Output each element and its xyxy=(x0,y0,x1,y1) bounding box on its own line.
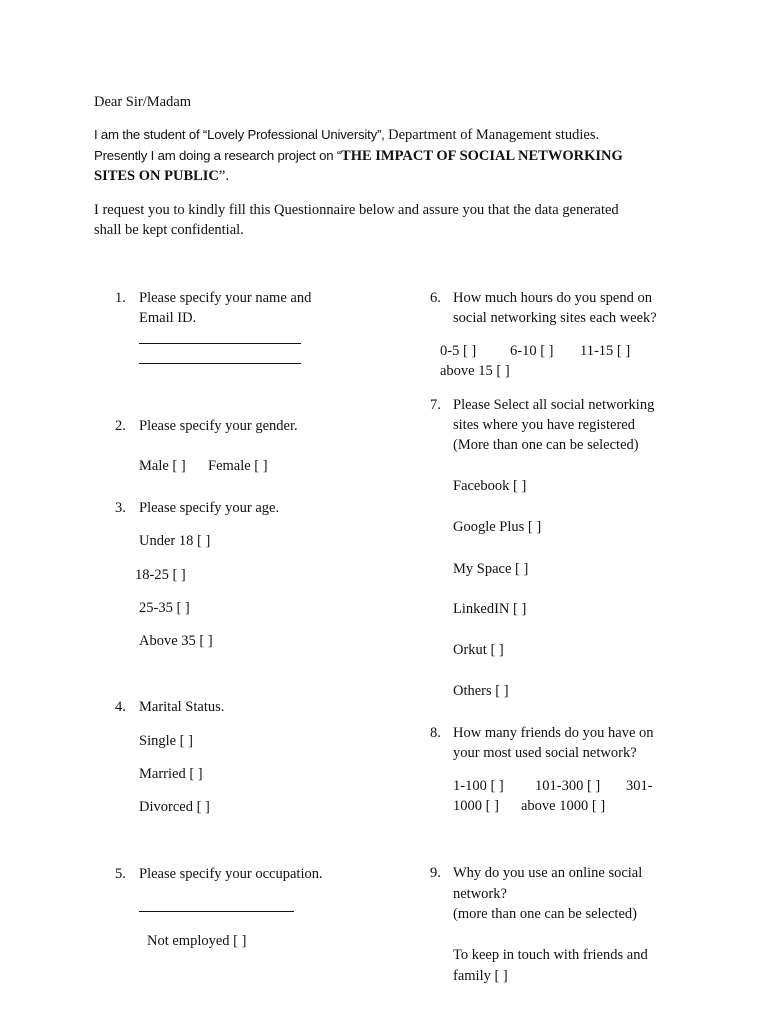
q5-option-not-employed[interactable]: Not employed [ ] xyxy=(147,933,247,949)
q1-name-blank[interactable] xyxy=(139,343,301,344)
project-title-part-2: SITES ON PUBLIC xyxy=(94,168,219,184)
q7-option-google-plus[interactable]: Google Plus [ ] xyxy=(453,519,542,535)
q8-option-above-1000[interactable]: above 1000 [ ] xyxy=(521,798,606,814)
q4-option-divorced[interactable]: Divorced [ ] xyxy=(139,799,210,815)
q6-text-line-1: How much hours do you spend on xyxy=(453,290,652,306)
intro-line-2 xyxy=(94,146,623,166)
q1-text-line-1: Please specify your name and xyxy=(139,290,312,306)
q9-text-line-3: (more than one can be selected) xyxy=(453,906,637,922)
intro-line-1b: Department of Management studies. xyxy=(388,127,600,143)
q6-option-0-5[interactable]: 0-5 [ ] xyxy=(440,343,477,359)
intro-line-3-end: ”. xyxy=(218,168,229,184)
q5-occupation-blank[interactable] xyxy=(139,911,294,912)
q7-text-line-3: (More than one can be selected) xyxy=(453,437,639,453)
q5-number: 5. xyxy=(115,866,126,882)
request-line-2: shall be kept confidential. xyxy=(94,222,244,238)
q7-option-facebook[interactable]: Facebook [ ] xyxy=(453,478,527,494)
q2-option-female[interactable]: Female [ ] xyxy=(208,458,268,474)
q4-option-married[interactable]: Married [ ] xyxy=(139,766,203,782)
q7-text-line-2: sites where you have registered xyxy=(453,417,635,433)
q2-text: Please specify your gender. xyxy=(139,418,298,434)
intro-line-3 xyxy=(94,166,229,186)
q2-number: 2. xyxy=(115,418,126,434)
q9-option-keep-in-touch-line-1[interactable]: To keep in touch with friends and xyxy=(453,947,648,963)
q7-option-others[interactable]: Others [ ] xyxy=(453,683,509,699)
q7-option-linkedin[interactable]: LinkedIN [ ] xyxy=(453,601,527,617)
q8-option-301-1000-part-2[interactable]: 1000 [ ] xyxy=(453,798,499,814)
q1-email-blank[interactable] xyxy=(139,363,301,364)
q8-option-301-1000-part-1[interactable]: 301- xyxy=(626,778,653,794)
q5-text: Please specify your occupation. xyxy=(139,866,323,882)
q3-text: Please specify your age. xyxy=(139,500,280,516)
q4-number: 4. xyxy=(115,699,126,715)
q1-text-line-2: Email ID. xyxy=(139,310,197,326)
q2-option-male[interactable]: Male [ ] xyxy=(139,458,186,474)
q6-option-above-15[interactable]: above 15 [ ] xyxy=(440,363,510,379)
q7-number: 7. xyxy=(430,397,441,413)
intro-line-1 xyxy=(94,125,599,145)
q6-number: 6. xyxy=(430,290,441,306)
intro-line-2a: Presently I am doing a research project on “ xyxy=(94,148,342,163)
q3-option-under-18[interactable]: Under 18 [ ] xyxy=(139,533,211,549)
q9-number: 9. xyxy=(430,865,441,881)
q7-option-my-space[interactable]: My Space [ ] xyxy=(453,561,529,577)
q4-option-single[interactable]: Single [ ] xyxy=(139,733,193,749)
q9-text-line-2: network? xyxy=(453,886,507,902)
salutation: Dear Sir/Madam xyxy=(94,94,192,110)
project-title-part-1: THE IMPACT OF SOCIAL NETWORKING xyxy=(341,148,623,164)
q6-option-11-15[interactable]: 11-15 [ ] xyxy=(580,343,631,359)
request-line-1: I request you to kindly fill this Questionnaire below and assure you that the data generated xyxy=(94,202,619,218)
q4-text: Marital Status. xyxy=(139,699,225,715)
q8-option-1-100[interactable]: 1-100 [ ] xyxy=(453,778,504,794)
intro-line-1a: I am the student of “Lovely Professional University”, xyxy=(94,127,389,142)
q1-number: 1. xyxy=(115,290,126,306)
q6-option-6-10[interactable]: 6-10 [ ] xyxy=(510,343,554,359)
q8-text-line-2: your most used social network? xyxy=(453,745,637,761)
q3-option-25-35[interactable]: 25-35 [ ] xyxy=(139,600,190,616)
q9-option-keep-in-touch-line-2[interactable]: family [ ] xyxy=(453,968,508,984)
q9-text-line-1: Why do you use an online social xyxy=(453,865,643,881)
q7-text-line-1: Please Select all social networking xyxy=(453,397,655,413)
q3-option-above-35[interactable]: Above 35 [ ] xyxy=(139,633,213,649)
q3-option-18-25[interactable]: 18-25 [ ] xyxy=(135,567,186,583)
q6-text-line-2: social networking sites each week? xyxy=(453,310,657,326)
q3-number: 3. xyxy=(115,500,126,516)
q7-option-orkut[interactable]: Orkut [ ] xyxy=(453,642,504,658)
q8-option-101-300[interactable]: 101-300 [ ] xyxy=(535,778,601,794)
q8-text-line-1: How many friends do you have on xyxy=(453,725,654,741)
q8-number: 8. xyxy=(430,725,441,741)
